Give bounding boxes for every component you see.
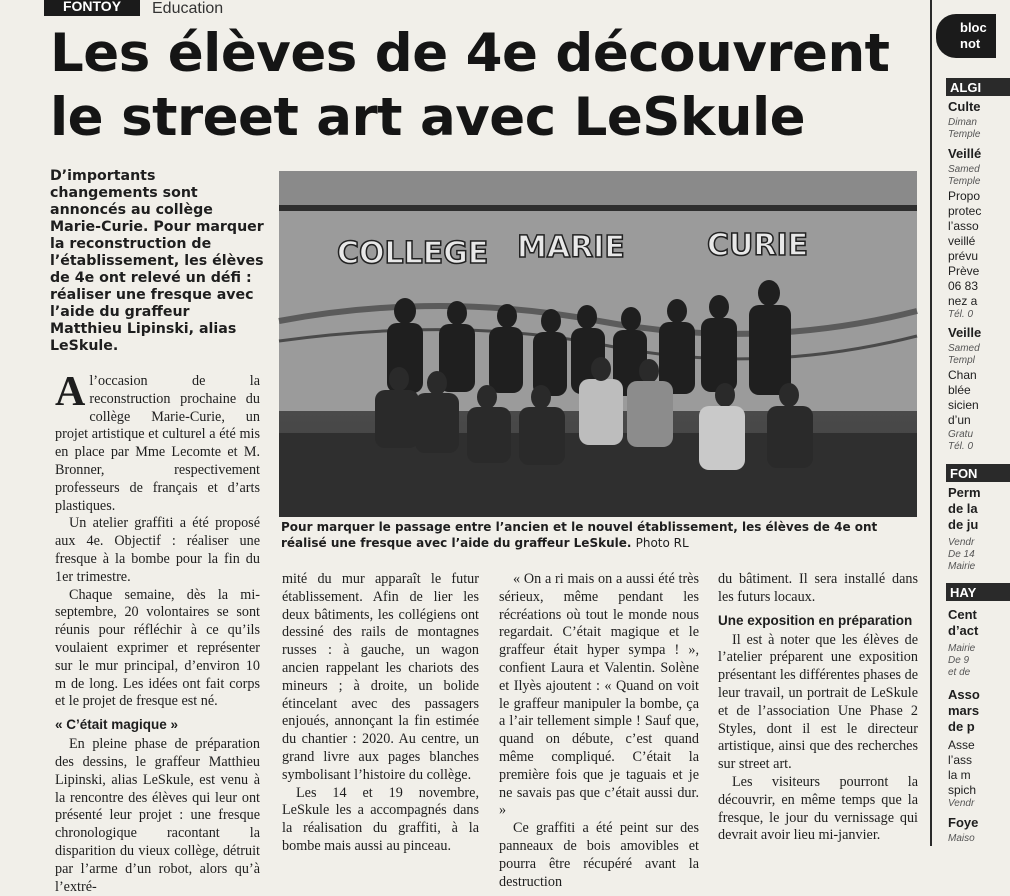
paragraph-2: Un atelier graffiti a été proposé aux 4e. Objectif : réaliser une fresque à la bombe pour la fin du 1er trimestre. [55, 515, 260, 585]
sidebar-line: De 9 [948, 655, 970, 666]
sidebar-line: Foye [948, 815, 979, 830]
sidebar-line: Mairie [948, 643, 976, 654]
sidebar-line: Temple [948, 176, 981, 187]
sidebar-line: Samed [948, 164, 980, 175]
article-column-3 [499, 571, 699, 891]
sidebar-line: sicien [948, 398, 979, 412]
sidebar-line: de la [948, 501, 978, 516]
sidebar-line: mars [948, 703, 980, 718]
sidebar-line: Asso [948, 687, 980, 702]
drop-cap: A [55, 369, 86, 415]
sidebar-town-heading: FON [946, 464, 1010, 482]
sidebar-line: Chan [948, 368, 977, 382]
sidebar-line: blée [948, 383, 971, 397]
paragraph-4-continued: mité du mur apparaît le futur établissement. Afin de lier les deux bâtiments, les collégiens ont dessiné des rails de montagnes russes : à gauche, un wagon ancien rappelant les chariots des mineurs ; à droite, un bolide étincelant avec des passagers enjoués, annonçant la fin estimée du chantier : 2020. Au centre, un grand livre aux pages blanches symbolisant l’histoire du collège. [282, 571, 479, 783]
sidebar-line: Veille [948, 325, 982, 340]
sidebar-line: prévu [948, 249, 979, 263]
sidebar-line: d’act [948, 623, 979, 638]
sidebar-line: Vendr [948, 798, 975, 809]
sidebar-line: Cent [948, 607, 977, 622]
sidebar-line: d’un [948, 413, 971, 427]
section-tag: FONTOY [44, 0, 140, 16]
headline-line-1: Les élèves de 4e découvrent [50, 23, 890, 84]
article-headline [50, 22, 910, 150]
headline-line-2: le street art avec LeSkule [50, 87, 806, 148]
photo-credit: Photo RL [635, 536, 689, 550]
caption-text: Pour marquer le passage entre l’ancien et le nouvel établissement, les élèves de 4e ont réalisé une fresque avec l’aide du graffeur LeSkule. [281, 520, 878, 550]
sidebar-line: Perm [948, 485, 981, 500]
article-photo [279, 171, 917, 517]
subheading-exhibition: Une exposition en préparation [718, 612, 913, 628]
sidebar-block-title: bloc not [936, 14, 996, 58]
sidebar-line: Prève [948, 264, 980, 278]
sidebar-line: Tél. 0 [948, 309, 974, 320]
mural-word-3: CURIE [707, 228, 809, 263]
sidebar-line: Propo [948, 189, 981, 203]
paragraph-7: Ce graffiti a été peint sur des panneaux de bois amovibles et pourra être récupéré avant la destruction [499, 820, 699, 890]
sidebar-line: Mairie [948, 561, 976, 572]
sidebar-line: veillé [948, 234, 976, 248]
paragraph-3: Chaque semaine, dès la mi-septembre, 20 volontaires se sont réunis pour réfléchir à ce qu’ils voulaient exprimer et représenter sur le mur principal, d’environ 10 m de long. Les idées ont fait corps et le projet de fresque est né. [55, 586, 260, 710]
sidebar-line: Gratu [948, 429, 974, 440]
sidebar-line: la m [948, 768, 971, 782]
sidebar-line: Maiso [948, 833, 975, 844]
sidebar-line: de ju [948, 517, 979, 532]
article-column-1 [55, 369, 260, 896]
section-rubric: Education [152, 0, 224, 17]
article-lead: D’importants changements sont annoncés au collège Marie-Curie. Pour marquer la reconstruction de l’établissement, les élèves de 4e ont relevé un défi : réaliser une fresque avec l’aide du graffeur Matthieu Lipinski, alias LeSkule. [50, 168, 264, 354]
article-column-2 [282, 571, 479, 856]
sidebar-line: l’asso [948, 219, 979, 233]
mural-word-2: MARIE [517, 230, 625, 265]
sidebar-line: Tél. 0 [948, 441, 974, 452]
sidebar-town-heading: ALGI [946, 78, 1010, 96]
mural-word-1: COLLEGE [337, 236, 489, 271]
paragraph-1: l’occasion de la reconstruction prochaine du collège Marie-Curie, un projet artistique et culturel a été mis en place par Mme Lecomte et M. Bronner, respectivement professeurs de français et d’arts plastiques. [55, 373, 260, 514]
sidebar-line: Asse [948, 738, 975, 752]
sidebar-line: protec [948, 204, 982, 218]
paragraph-8: Il est à noter que les élèves de l’atelier préparent une exposition présentant les différentes phases de leur travail, un portrait de LeSkule et de l’association Une Phase 2 Styles, dont il est le directeur artistique, ainsi que des recherches sur street art. [718, 631, 918, 773]
group-photo-illustration [279, 171, 917, 517]
sidebar-line: Veillé [948, 146, 982, 161]
sidebar-line: 06 83 [948, 279, 979, 293]
sidebar-line: De 14 [948, 549, 975, 560]
notes-sidebar [930, 0, 987, 846]
sidebar-line: Culte [948, 99, 981, 114]
sidebar-line: l’ass [948, 753, 973, 767]
sidebar-line: nez a [948, 294, 978, 308]
sidebar-line: Vendr [948, 537, 975, 548]
sidebar-line: et de [948, 667, 971, 678]
sidebar-line: Temple [948, 129, 981, 140]
sidebar-town-heading: HAY [946, 583, 1010, 601]
sidebar-line: Samed [948, 343, 980, 354]
paragraph-9: Les visiteurs pourront la découvrir, en même temps que la fresque, le jour du vernissage qui devrait avoir lieu mi-janvier. [718, 773, 918, 844]
paragraph-5: Les 14 et 19 novembre, LeSkule les a accompagnés dans la réalisation du graffiti, à la bombe mais aussi au pinceau. [282, 784, 479, 854]
sidebar-line: spich [948, 783, 977, 797]
subheading-magic: « C’était magique » [55, 717, 179, 733]
paragraph-7-continued: du bâtiment. Il sera installé dans les futurs locaux. [718, 571, 918, 605]
paragraph-6: « On a ri mais on a aussi été très sérieux, même pendant les récréations où tout le monde nous regardait. C’était magique et le graffeur était hyper sympa ! », confient Laura et Valentin. Solène et Ilyès ajoutent : « Quand on voit le graffeur manipuler la bombe, ça a l’air tellement simple ! Sauf que, quand on débute, c’est quand même compliqué. C’était la première fois que je taguais et je ne savais pas que c’était aussi dur. » [499, 571, 699, 819]
sidebar-line: Templ [948, 355, 975, 366]
paragraph-4: En pleine phase de préparation des dessins, le graffeur Matthieu Lipinski, alias LeSkule, est venu à la rencontre des élèves qui leur ont présenté leur projet : une fresque chronologique racontant la disparition du vieux collège, détruit par l’arme d’un robot, alors qu’à l’extré- [55, 736, 260, 895]
sidebar-line: Diman [948, 117, 977, 128]
article-column-4 [718, 571, 918, 845]
photo-caption [281, 519, 921, 551]
sidebar-line: de p [948, 719, 975, 734]
